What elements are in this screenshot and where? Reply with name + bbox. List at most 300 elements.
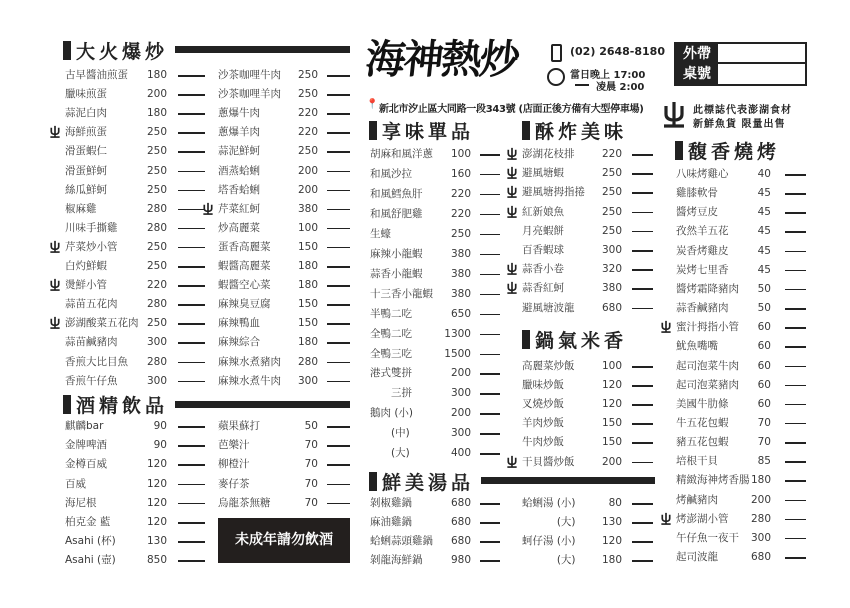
menu-item-name: (大) xyxy=(370,447,410,460)
menu-item-name: 干貝醬炒飯 xyxy=(522,455,575,468)
quantity-line[interactable] xyxy=(480,413,500,415)
hours-open: 當日晚上 17:00 xyxy=(570,70,646,81)
quantity-line[interactable] xyxy=(327,247,350,249)
quantity-line[interactable] xyxy=(480,214,500,216)
menu-item-price: 300 xyxy=(750,531,771,544)
menu-item-name: 蚵仔湯 (小) xyxy=(522,535,576,548)
menu-item-price: 380 xyxy=(450,267,471,280)
menu-item-name: 沙茶咖哩牛肉 xyxy=(218,69,281,81)
quantity-line[interactable] xyxy=(785,251,806,253)
menu-item-price: 120 xyxy=(146,477,167,490)
menu-item-price: 1500 xyxy=(444,347,471,360)
quantity-line[interactable] xyxy=(632,173,653,175)
menu-item xyxy=(522,222,653,240)
quantity-line[interactable] xyxy=(327,94,350,96)
quantity-line[interactable] xyxy=(327,113,350,115)
section-title-drinks: 酒精飲品 xyxy=(63,392,168,416)
menu-item xyxy=(218,238,350,256)
menu-item-name: 美國牛肋條 xyxy=(676,397,729,410)
menu-item xyxy=(676,203,806,221)
menu-item-price: 250 xyxy=(146,260,167,272)
menu-item-name: (中) xyxy=(370,427,410,440)
menu-item xyxy=(65,66,205,84)
quantity-line[interactable] xyxy=(327,381,350,383)
menu-item-name: 蘋果蘇打 xyxy=(218,420,260,432)
menu-item-name: 金樽百威 xyxy=(65,458,107,471)
menu-item-price: 45 xyxy=(757,187,771,200)
menu-item-name: 剝椒雞鍋 xyxy=(370,497,412,509)
quantity-line[interactable] xyxy=(178,426,205,428)
menu-item-price: 150 xyxy=(601,436,622,449)
menu-item-price: 250 xyxy=(601,224,622,237)
menu-item-name: 麥仔茶 xyxy=(218,477,250,490)
menu-item xyxy=(676,471,806,489)
menu-item xyxy=(522,532,653,550)
menu-item xyxy=(370,513,500,531)
quantity-line[interactable] xyxy=(178,445,205,447)
quantity-line[interactable] xyxy=(178,247,205,249)
menu-item-price: 85 xyxy=(757,455,771,468)
menu-item xyxy=(218,257,350,275)
quantity-line[interactable] xyxy=(480,522,500,524)
menu-item xyxy=(218,295,350,313)
menu-item-name: 川味手撕雞 xyxy=(65,221,118,234)
menu-item-price: 200 xyxy=(750,493,771,506)
menu-item xyxy=(218,353,350,371)
quantity-line[interactable] xyxy=(632,404,653,406)
quantity-line[interactable] xyxy=(632,522,653,524)
quantity-line[interactable] xyxy=(480,194,500,196)
section-divider xyxy=(175,401,350,408)
quantity-line[interactable] xyxy=(632,560,653,562)
menu-item-price: 250 xyxy=(601,186,622,199)
quantity-line[interactable] xyxy=(327,171,350,173)
menu-item-name: 炒高麗菜 xyxy=(218,221,260,234)
menu-item xyxy=(65,238,205,256)
quantity-line[interactable] xyxy=(480,294,500,296)
quantity-line[interactable] xyxy=(632,442,653,444)
menu-item-name: 蒜香鹹豬肉 xyxy=(676,302,729,315)
quantity-line[interactable] xyxy=(178,323,205,325)
menu-item-name: 蝦醬空心菜 xyxy=(218,279,271,292)
quantity-line[interactable] xyxy=(480,234,500,236)
menu-item-price: 1300 xyxy=(444,327,471,340)
menu-item-name: 剝龍海鮮鍋 xyxy=(370,554,423,567)
menu-item xyxy=(370,205,500,223)
quantity-line[interactable] xyxy=(178,75,205,77)
quantity-line[interactable] xyxy=(632,250,653,252)
menu-item xyxy=(218,436,350,454)
menu-item xyxy=(65,417,205,435)
menu-item xyxy=(65,257,205,275)
quantity-line[interactable] xyxy=(178,285,205,287)
quantity-line[interactable] xyxy=(178,228,205,230)
menu-item-price: 280 xyxy=(146,221,167,234)
section-title-soup: 鮮美湯品 xyxy=(369,469,474,493)
quantity-line[interactable] xyxy=(785,308,806,310)
menu-item-price: 200 xyxy=(601,455,622,468)
quantity-line[interactable] xyxy=(785,442,806,444)
quantity-line[interactable] xyxy=(785,423,806,425)
menu-item xyxy=(676,414,806,432)
menu-item xyxy=(370,345,500,363)
menu-item xyxy=(65,162,205,180)
menu-item-price: 45 xyxy=(757,244,771,257)
menu-item-name: 蒜香小卷 xyxy=(522,263,564,276)
menu-item-price: 100 xyxy=(450,148,471,160)
menu-item-name: 酒蒸蛤蜊 xyxy=(218,164,260,177)
quantity-line[interactable] xyxy=(632,269,653,271)
menu-item xyxy=(370,494,500,512)
phone-number: (02) 2648-8180 xyxy=(570,45,665,58)
quantity-line[interactable] xyxy=(327,190,350,192)
section-divider xyxy=(175,46,350,53)
quantity-line[interactable] xyxy=(178,266,205,268)
hours-arrow xyxy=(575,84,589,86)
quantity-line[interactable] xyxy=(480,503,500,505)
section-title-grill: 馥香燒烤 xyxy=(675,138,780,162)
menu-item-price: 45 xyxy=(757,263,771,276)
menu-item-price: 220 xyxy=(601,148,622,160)
quantity-line[interactable] xyxy=(632,308,653,310)
quantity-line[interactable] xyxy=(178,464,205,466)
menu-item-name: 起司波龍 xyxy=(676,551,718,563)
menu-item-price: 150 xyxy=(297,240,318,253)
quantity-line[interactable] xyxy=(178,209,205,211)
quantity-line[interactable] xyxy=(632,154,653,156)
menu-item-name: 香煎午仔魚 xyxy=(65,374,118,387)
quantity-line[interactable] xyxy=(785,212,806,214)
menu-item-name: 柳橙汁 xyxy=(218,458,250,471)
menu-item-name: 三拼 xyxy=(370,387,412,400)
menu-item-price: 300 xyxy=(146,336,167,349)
quantity-line[interactable] xyxy=(327,285,350,287)
menu-item-price: 120 xyxy=(601,398,622,411)
quantity-line[interactable] xyxy=(178,171,205,173)
quantity-line[interactable] xyxy=(327,266,350,268)
menu-item-price: 280 xyxy=(146,355,167,368)
menu-item-price: 200 xyxy=(297,164,318,177)
menu-item xyxy=(522,395,653,413)
quantity-line[interactable] xyxy=(327,362,350,364)
menu-item-price: 680 xyxy=(450,497,471,509)
menu-item-price: 60 xyxy=(757,359,771,372)
menu-item-name: 高麗菜炒飯 xyxy=(522,360,575,372)
menu-item-name: 麻辣水煮牛肉 xyxy=(218,374,281,387)
penghu-trident-icon xyxy=(506,166,518,179)
quantity-line[interactable] xyxy=(785,289,806,291)
menu-item-name: 臘味煎蛋 xyxy=(65,88,107,101)
menu-item-name: 麻辣小龍蝦 xyxy=(370,247,423,260)
quantity-line[interactable] xyxy=(327,228,350,230)
menu-item xyxy=(676,222,806,240)
menu-item xyxy=(522,279,653,297)
menu-item xyxy=(370,165,500,183)
menu-item xyxy=(65,200,205,218)
quantity-line[interactable] xyxy=(327,75,350,77)
menu-item-price: 120 xyxy=(601,535,622,548)
quantity-line[interactable] xyxy=(327,151,350,153)
penghu-trident-icon xyxy=(506,185,518,198)
quantity-line[interactable] xyxy=(327,503,350,505)
quantity-line[interactable] xyxy=(178,132,205,134)
menu-item-price: 380 xyxy=(450,287,471,300)
menu-item-price: 220 xyxy=(450,207,471,220)
menu-item xyxy=(218,85,350,103)
menu-item-name: 烤鹹豬肉 xyxy=(676,493,718,506)
quantity-line[interactable] xyxy=(785,327,806,329)
quantity-line[interactable] xyxy=(178,541,205,543)
menu-item xyxy=(65,372,205,390)
menu-item-name: 滑蛋鮮蚵 xyxy=(65,164,107,177)
menu-item-name: 十三香小龍蝦 xyxy=(370,287,433,300)
menu-item-name: 百威 xyxy=(65,477,86,490)
penghu-trident-icon xyxy=(506,455,518,468)
quantity-line[interactable] xyxy=(327,304,350,306)
menu-item xyxy=(65,551,205,569)
menu-item-price: 70 xyxy=(304,496,318,509)
menu-item xyxy=(522,241,653,259)
quantity-line[interactable] xyxy=(632,288,653,290)
menu-item xyxy=(65,314,205,332)
menu-item-name: 八味烤雞心 xyxy=(676,168,729,180)
menu-item-price: 60 xyxy=(757,378,771,391)
quantity-line[interactable] xyxy=(632,366,653,368)
menu-item-name: 午仔魚一夜干 xyxy=(676,531,739,544)
quantity-line[interactable] xyxy=(785,538,806,540)
menu-item xyxy=(522,453,653,471)
menu-item-name: 蔥爆羊肉 xyxy=(218,126,260,139)
menu-item-name: 芭樂汁 xyxy=(218,439,250,452)
menu-item-price: 280 xyxy=(146,298,167,311)
menu-item-name: 古早醬油煎蛋 xyxy=(65,69,128,81)
quantity-line[interactable] xyxy=(785,270,806,272)
quantity-line[interactable] xyxy=(785,480,806,482)
menu-item-name: 半鴨二吃 xyxy=(370,307,412,320)
menu-item-price: 980 xyxy=(450,554,471,567)
quantity-line[interactable] xyxy=(632,192,653,194)
penghu-trident-icon xyxy=(202,202,214,215)
quantity-line[interactable] xyxy=(327,426,350,428)
menu-item-price: 220 xyxy=(297,126,318,139)
menu-item xyxy=(370,285,500,303)
quantity-line[interactable] xyxy=(178,151,205,153)
menu-item xyxy=(522,183,653,201)
menu-item xyxy=(218,372,350,390)
quantity-line[interactable] xyxy=(785,557,806,559)
menu-item xyxy=(370,305,500,323)
menu-item xyxy=(218,314,350,332)
menu-item-price: 40 xyxy=(757,168,771,180)
quantity-line[interactable] xyxy=(632,462,653,464)
quantity-line[interactable] xyxy=(480,433,500,435)
quantity-line[interactable] xyxy=(480,541,500,543)
menu-item-name: 海尼根 xyxy=(65,496,97,509)
menu-item-price: 90 xyxy=(153,420,167,432)
menu-item xyxy=(676,529,806,547)
menu-item xyxy=(218,142,350,160)
quantity-line[interactable] xyxy=(785,193,806,195)
quantity-line[interactable] xyxy=(632,423,653,425)
quantity-line[interactable] xyxy=(632,503,653,505)
quantity-line[interactable] xyxy=(480,274,500,276)
menu-item-name: 蒜苗五花肉 xyxy=(65,298,118,311)
penghu-trident-icon xyxy=(49,278,61,291)
menu-item xyxy=(218,417,350,435)
menu-item xyxy=(522,203,653,221)
menu-item-price: 150 xyxy=(601,417,622,430)
menu-item-name: 白灼鮮蝦 xyxy=(65,260,107,272)
menu-item-name: 麻辣綜合 xyxy=(218,336,260,349)
menu-item-price: 50 xyxy=(304,420,318,432)
menu-item xyxy=(676,376,806,394)
quantity-line[interactable] xyxy=(178,342,205,344)
menu-item-price: 280 xyxy=(297,355,318,368)
section-title-rice: 鍋氣米香 xyxy=(522,327,627,351)
quantity-line[interactable] xyxy=(178,503,205,505)
section-divider xyxy=(481,477,655,484)
menu-item-price: 60 xyxy=(757,321,771,334)
menu-item-price: 250 xyxy=(146,317,167,330)
menu-item-name: 鵝肉 (小) xyxy=(370,407,414,420)
menu-item-name: 避風塘波龍 xyxy=(522,301,575,314)
menu-item-price: 200 xyxy=(297,183,318,196)
quantity-line[interactable] xyxy=(785,231,806,233)
quantity-line[interactable] xyxy=(480,560,500,562)
quantity-line[interactable] xyxy=(785,385,806,387)
menu-item-price: 300 xyxy=(146,374,167,387)
quantity-line[interactable] xyxy=(785,461,806,463)
quantity-line[interactable] xyxy=(785,404,806,406)
menu-item xyxy=(65,455,205,473)
menu-item-name: 培根干貝 xyxy=(676,455,718,468)
quantity-line[interactable] xyxy=(327,323,350,325)
menu-item xyxy=(65,181,205,199)
menu-item xyxy=(218,200,350,218)
menu-item xyxy=(676,242,806,260)
menu-item-name: 精緻海神烤香腸 xyxy=(676,474,750,487)
quantity-line[interactable] xyxy=(480,174,500,176)
penghu-trident-icon xyxy=(49,316,61,329)
menu-item-price: 70 xyxy=(757,416,771,429)
menu-item-price: 180 xyxy=(750,474,771,487)
quantity-line[interactable] xyxy=(178,304,205,306)
quantity-line[interactable] xyxy=(785,500,806,502)
restaurant-logo: 海神熱炒 xyxy=(363,36,521,83)
menu-item-name: 麻油雞鍋 xyxy=(370,516,412,529)
quantity-line[interactable] xyxy=(480,314,500,316)
quantity-line[interactable] xyxy=(480,254,500,256)
phone-icon xyxy=(551,44,562,62)
menu-item-name: Asahi (壺) xyxy=(65,554,116,567)
menu-item-price: 380 xyxy=(601,282,622,295)
quantity-line[interactable] xyxy=(327,484,350,486)
menu-item-name: 全鴨二吃 xyxy=(370,327,412,340)
menu-item-name: 蛤蜊湯 (小) xyxy=(522,497,576,509)
menu-item xyxy=(676,261,806,279)
quantity-line[interactable] xyxy=(785,366,806,368)
quantity-line[interactable] xyxy=(480,393,500,395)
menu-item-name: 烏龍茶無糖 xyxy=(218,496,271,509)
menu-item-name: 澎湖花枝排 xyxy=(522,148,575,160)
underage-drinking-notice: 未成年請勿飲酒 xyxy=(218,518,350,563)
quantity-line[interactable] xyxy=(327,445,350,447)
quantity-line[interactable] xyxy=(480,334,500,336)
menu-item-name: 生蠔 xyxy=(370,227,391,240)
quantity-line[interactable] xyxy=(785,519,806,521)
menu-item xyxy=(522,164,653,182)
menu-item-price: 120 xyxy=(146,496,167,509)
menu-item xyxy=(370,325,500,343)
menu-item xyxy=(65,123,205,141)
quantity-line[interactable] xyxy=(480,373,500,375)
menu-item-name: 海鮮煎蛋 xyxy=(65,126,107,139)
menu-item-name: 沙茶咖哩羊肉 xyxy=(218,88,281,101)
menu-item xyxy=(522,357,653,375)
quantity-line[interactable] xyxy=(178,381,205,383)
menu-item-name: Asahi (杯) xyxy=(65,535,116,548)
menu-item-name: 和風鱈魚肝 xyxy=(370,187,423,200)
table-number-field[interactable] xyxy=(674,64,807,86)
menu-item xyxy=(522,494,653,512)
quantity-line[interactable] xyxy=(785,346,806,348)
menu-item-name: 芹菜炒小管 xyxy=(65,240,118,253)
menu-item xyxy=(676,433,806,451)
quantity-line[interactable] xyxy=(327,464,350,466)
quantity-line[interactable] xyxy=(178,94,205,96)
quantity-line[interactable] xyxy=(632,231,653,233)
menu-item-name: 百香蝦球 xyxy=(522,244,564,256)
quantity-line[interactable] xyxy=(785,174,806,176)
quantity-line[interactable] xyxy=(178,484,205,486)
quantity-line[interactable] xyxy=(632,541,653,543)
quantity-line[interactable] xyxy=(632,385,653,387)
menu-item-name: 豬五花包蝦 xyxy=(676,436,729,449)
menu-item-name: 塔香蛤蜊 xyxy=(218,183,260,196)
quantity-line[interactable] xyxy=(480,453,500,455)
quantity-line[interactable] xyxy=(178,560,205,562)
menu-item-price: 380 xyxy=(297,202,318,215)
menu-item xyxy=(65,353,205,371)
menu-item-name: 椒麻雞 xyxy=(65,202,97,215)
quantity-line[interactable] xyxy=(327,209,350,211)
menu-item xyxy=(65,436,205,454)
menu-item-price: 120 xyxy=(601,379,622,392)
quantity-line[interactable] xyxy=(178,190,205,192)
menu-item-price: 220 xyxy=(450,187,471,200)
quantity-line[interactable] xyxy=(480,154,500,156)
menu-item xyxy=(676,548,806,566)
menu-item-price: 250 xyxy=(601,205,622,218)
quantity-line[interactable] xyxy=(178,113,205,115)
quantity-line[interactable] xyxy=(327,132,350,134)
quantity-line[interactable] xyxy=(632,212,653,214)
menu-item xyxy=(676,337,806,355)
menu-item-price: 250 xyxy=(146,126,167,139)
menu-item-price: 280 xyxy=(750,512,771,525)
quantity-line[interactable] xyxy=(178,522,205,524)
menu-item-name: 蝦醬高麗菜 xyxy=(218,260,271,272)
penghu-trident-icon xyxy=(49,125,61,138)
menu-item-price: 180 xyxy=(297,260,318,272)
quantity-line[interactable] xyxy=(327,342,350,344)
menu-item-name: (大) xyxy=(522,516,576,529)
quantity-line[interactable] xyxy=(480,354,500,356)
takeout-field[interactable] xyxy=(674,42,807,64)
menu-item xyxy=(65,295,205,313)
menu-item xyxy=(370,424,500,442)
quantity-line[interactable] xyxy=(178,362,205,364)
